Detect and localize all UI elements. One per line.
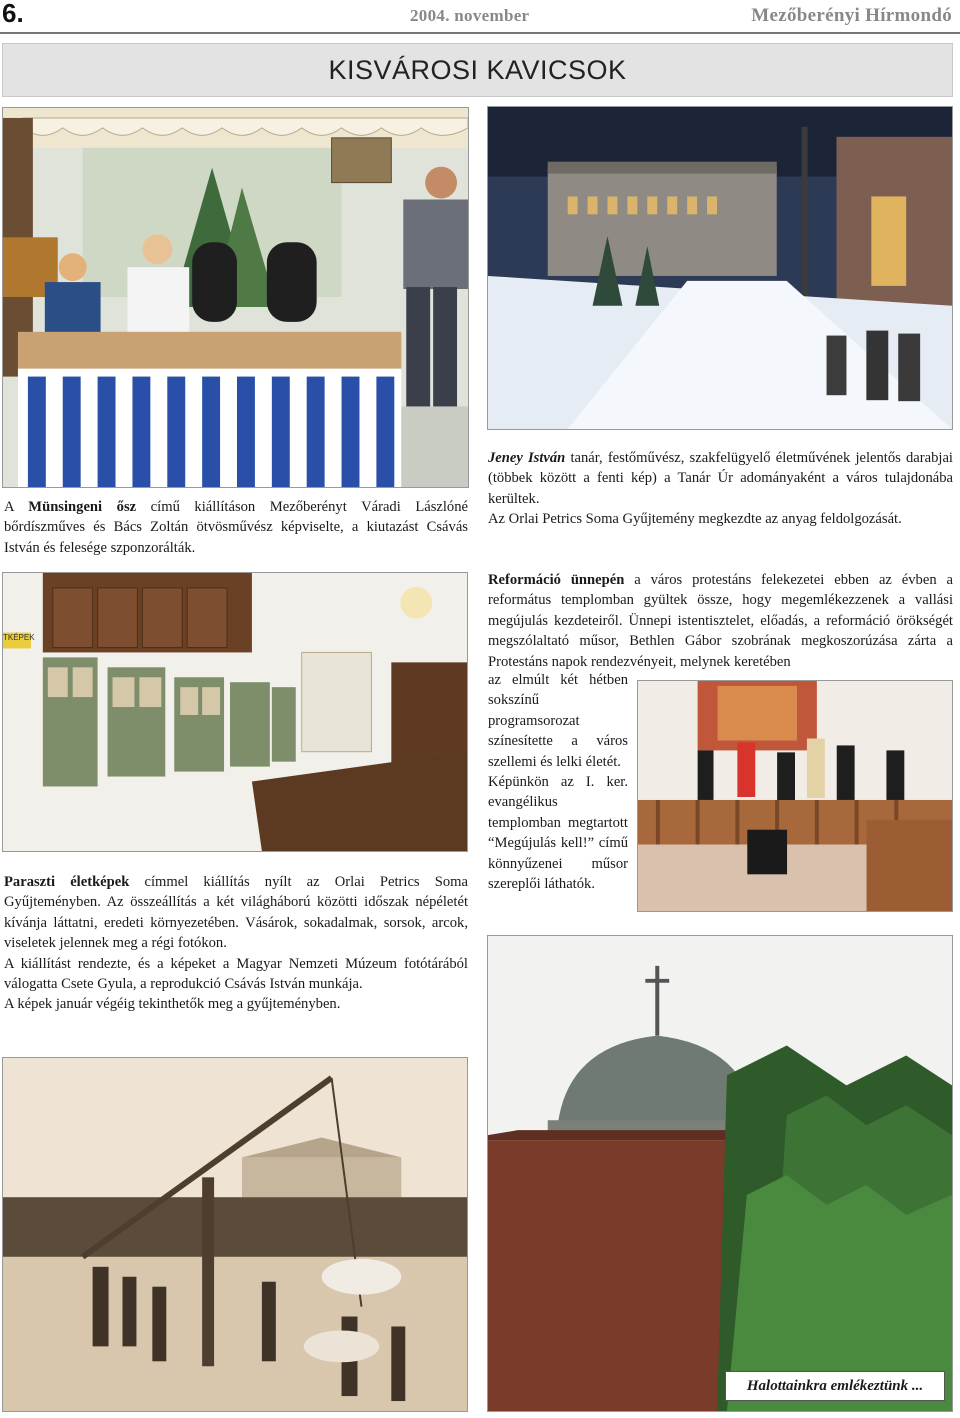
- peasant-p3: A képek január végéig tekinthetők meg a gyűjteményben.: [4, 996, 341, 1013]
- reformation-lead: Reformáció ünnepén: [488, 572, 625, 588]
- reformation-side-text: [488, 670, 628, 894]
- caption-2-line2: Az Orlai Petrics Soma Gyűjtemény megkezdte az anyag feldolgozását.: [488, 511, 902, 528]
- reformation-text: a város protestáns felekezetei ebben az évben a református templomban gyültek össze, hogy megemlékezzenek a vallási megújulás kezdeteiről. Ünnepi istentisztelet, előadás, a reformáció örökségét megszólaltató műsor, Bethlen Gábor szobrának megkoszorúzása zárta a Protestáns napok rendezvényeit, melynek keretében: [488, 572, 953, 670]
- peasant-lead: Paraszti életképek: [4, 874, 130, 890]
- article-peasant-life: [4, 872, 468, 1015]
- memorial-caption: Halottainkra emlékeztünk ...: [725, 1371, 945, 1401]
- well-fair-photo: [2, 1057, 468, 1412]
- exhibition-room-photo: [2, 572, 468, 852]
- issue-date: 2004. november: [410, 6, 530, 25]
- exhibit-sign: TKÉPEK: [3, 633, 35, 642]
- section-title: KISVÁROSI KAVICSOK: [328, 54, 627, 85]
- peasant-p1: címmel kiállítás nyílt az Orlai Petrics Soma Gyűjteményben. Az összeállítás a két világháború közötti időszak népéletét kívánja láttatni, eredeti környezetében. Vásárok, sokadalmak, sorsok, arcok, viseletek jelennek meg a régi fotókon.: [4, 874, 468, 952]
- caption-jeney: [488, 448, 953, 530]
- caption-2-rest: tanár, festőművész, szakfelügyelő életművének jelentős darabjai (többek között a fenti kép) a Tanár Úr adományaként a város tulajdonába kerültek.: [488, 450, 953, 507]
- caption-1-pre: A: [4, 499, 29, 515]
- market-stall-photo: [2, 107, 469, 488]
- caption-muensingen: [4, 497, 468, 558]
- caption-1-bold: Münsingeni ősz: [28, 499, 137, 515]
- page-number: 6.: [2, 0, 24, 28]
- peasant-p2: A kiállítást rendezte, és a képeket a Magyar Nemzeti Múzeum fotótárából válogatta Csete Gyula, a reprodukció Csávás István munkája.: [4, 955, 468, 993]
- church-choir-photo: [637, 680, 953, 912]
- mausoleum-photo: [487, 935, 953, 1412]
- caption-1-rest: című kiállításon Mezőberényt Váradi Lászlóné bőrdíszműves és Bács Zoltán ötvösművész képviselte, a kiutazást Csávás István és felesége szponzorálták.: [4, 499, 469, 556]
- section-title-band: [2, 43, 953, 97]
- publication-name: Mezőberényi Hírmondó: [751, 5, 952, 26]
- reformation-side-1: az elmúlt két hétben sokszínű programsorozat színesítette a város szellemi és lelki életét.: [488, 672, 628, 770]
- header-rule: [0, 32, 960, 34]
- article-reformation: [488, 570, 953, 672]
- caption-2-name: Jeney István: [488, 450, 566, 466]
- winter-painting-photo: [487, 106, 953, 430]
- reformation-side-2: Képünkön az I. ker. evangélikus templomban megtartott “Megújulás kell!” című könnyűzenei műsor szereplői láthatók.: [488, 774, 628, 893]
